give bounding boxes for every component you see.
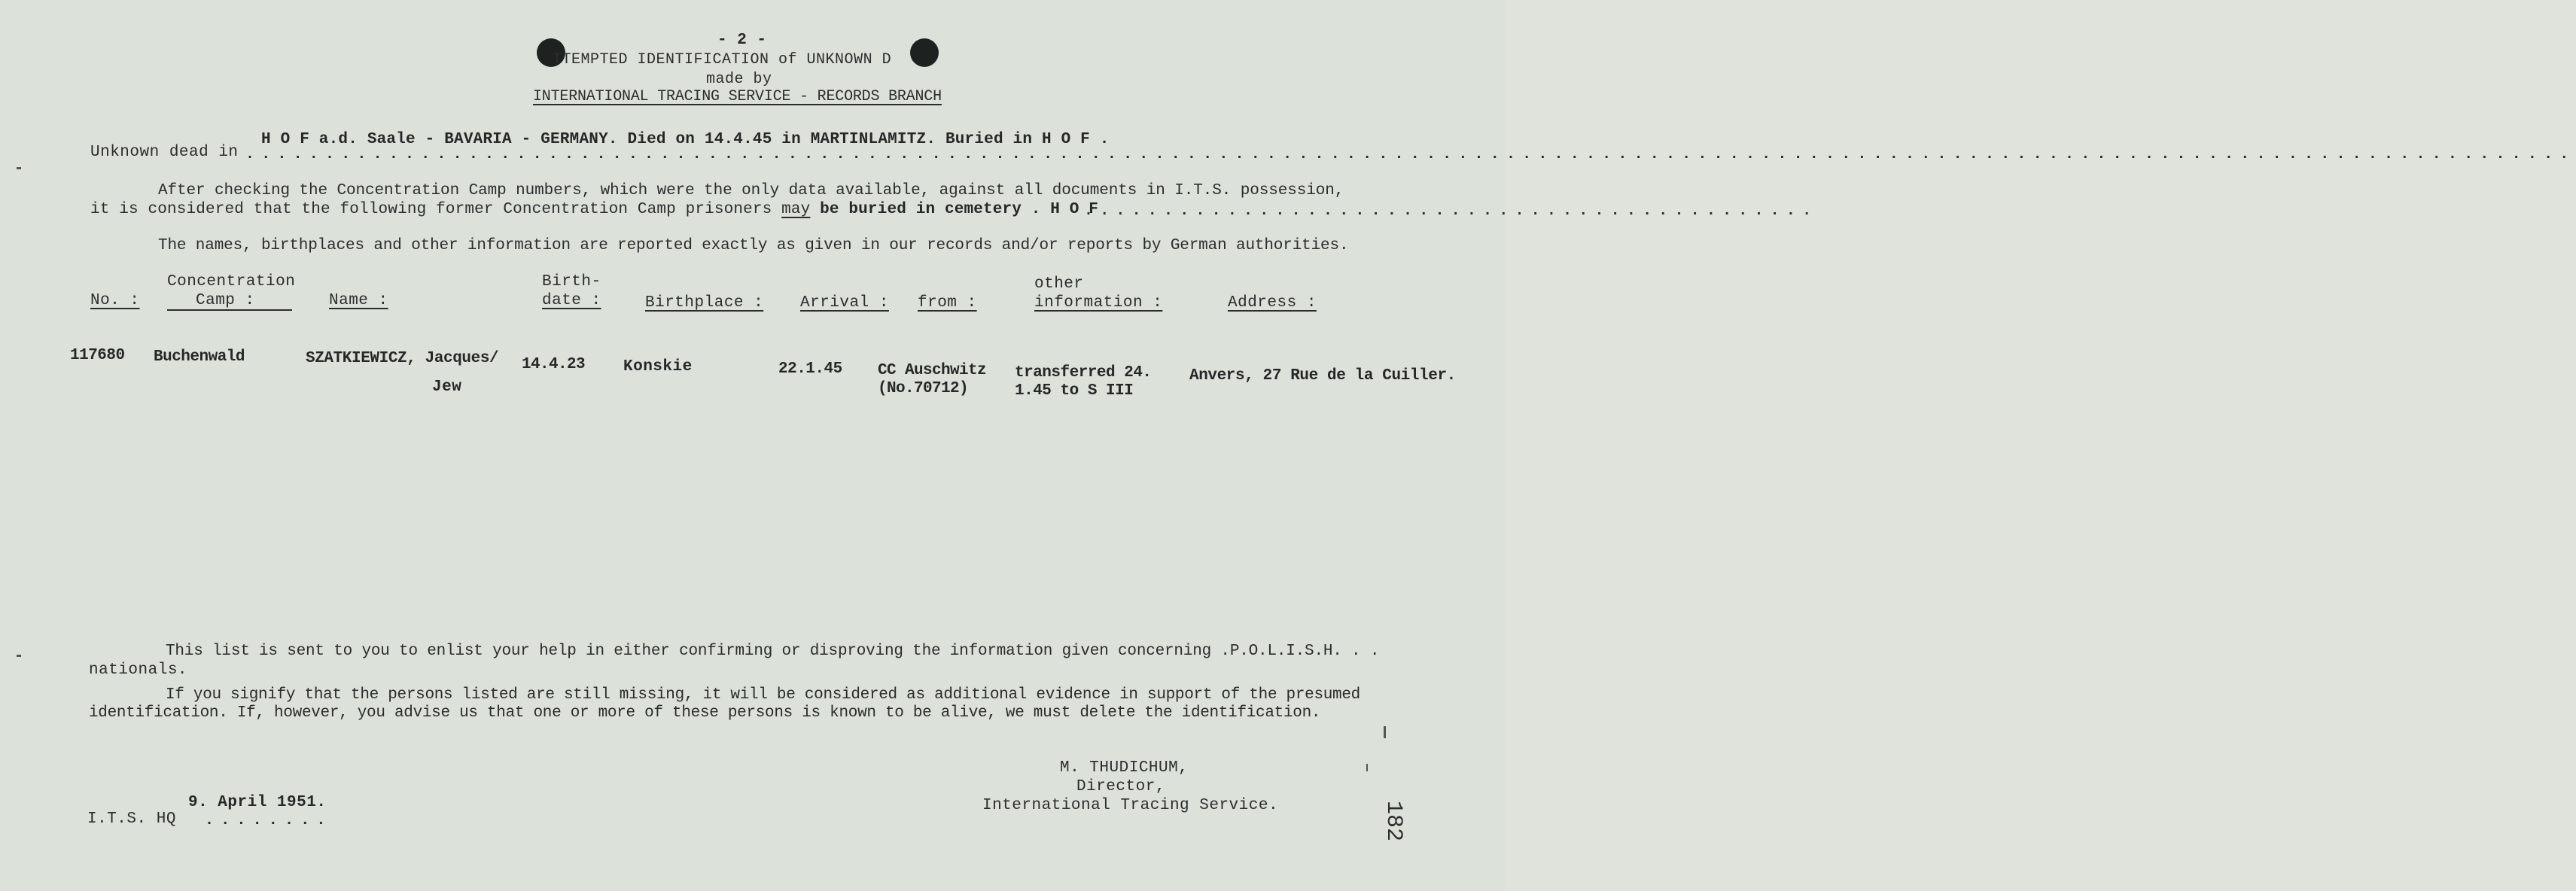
- row-name-note: Jew: [432, 379, 462, 396]
- intro-line-2-post: be buried in cemetery . H O F: [810, 201, 1098, 218]
- intro-line-2: [90, 202, 1098, 217]
- margin-tick: [17, 655, 21, 657]
- closing-para-2-line-2: identification. If, however, you advise us that one or more of these persons is known to be alive, we must delete the identification.: [89, 704, 1321, 722]
- header-birthdate-top: Birth-: [542, 273, 601, 290]
- header-arrival: Arrival :: [800, 294, 889, 312]
- row-from-note: (No.70712): [878, 380, 969, 397]
- closing-para-1-line-2: nationals.: [89, 661, 188, 679]
- intro-line-2-may: may: [781, 201, 811, 218]
- header-no: No. :: [90, 292, 140, 309]
- row-other: transferred 24.: [1015, 364, 1152, 382]
- document-title: TTEMPTED IDENTIFICATION of UNKNOWN D: [553, 51, 892, 68]
- margin-tick: [17, 167, 21, 169]
- organization-heading: INTERNATIONAL TRACING SERVICE - RECORDS BRANCH: [533, 88, 942, 105]
- header-name: Name :: [329, 292, 388, 309]
- intro-line-1: After checking the Concentration Camp numbers, which were the only data available, against all documents in I.T.S. possession,: [158, 182, 1344, 199]
- header-camp: Camp :: [196, 292, 255, 309]
- row-birthplace: Konskie: [623, 358, 693, 376]
- footer-location: I.T.S. HQ: [87, 810, 176, 828]
- unknown-dead-label: Unknown dead in: [90, 144, 239, 161]
- margin-tick: [1366, 764, 1368, 771]
- footer-date: 9. April 1951.: [188, 794, 327, 811]
- row-no: 117680: [70, 347, 125, 364]
- header-camp-underline: [167, 309, 292, 311]
- row-camp: Buchenwald: [154, 348, 245, 366]
- row-from: CC Auschwitz: [878, 362, 987, 379]
- header-other-top: other: [1034, 275, 1084, 293]
- header-address: Address :: [1228, 294, 1317, 312]
- margin-page-number: 182: [1381, 801, 1406, 842]
- signature-name: M. THUDICHUM,: [1060, 759, 1189, 777]
- header-from: from :: [918, 294, 977, 312]
- signature-title: Director,: [1076, 778, 1165, 795]
- page-number: - 2 -: [717, 32, 767, 49]
- signature-org: International Tracing Service.: [982, 797, 1279, 814]
- made-by: made by: [706, 71, 772, 88]
- closing-para-2-line-1: If you signify that the persons listed are still missing, it will be considered as additional evidence in support of the presumed: [166, 686, 1360, 704]
- cemetery-dotted-line: ..............................................: [1084, 202, 1819, 220]
- closing-para-1-line-1: This list is sent to you to enlist your help in either confirming or disproving the information given concerning .P.O.L.I.S.H. . .: [166, 643, 1380, 660]
- row-address: Anvers, 27 Rue de la Cuiller.: [1189, 367, 1456, 385]
- margin-tick: [1384, 726, 1386, 738]
- footer-dotted-line: ........: [205, 812, 333, 829]
- header-birthdate: date :: [542, 292, 601, 309]
- header-birthplace: Birthplace :: [645, 294, 764, 312]
- unknown-dead-dotted-line: ..................................................................................................................................................: [245, 146, 2576, 163]
- header-camp-top: Concentration: [167, 273, 296, 290]
- intro-line-3: The names, birthplaces and other information are reported exactly as given in our records and/or reports by German authorities.: [158, 237, 1349, 254]
- row-other-note: 1.45 to S III: [1015, 382, 1134, 400]
- punch-hole-right: [910, 38, 939, 67]
- intro-line-2-pre: it is considered that the following former Concentration Camp prisoners: [90, 201, 782, 218]
- row-arrival: 22.1.45: [778, 360, 842, 378]
- row-name: SZATKIEWICZ, Jacques/: [306, 350, 499, 367]
- row-birthdate: 14.4.23: [522, 356, 586, 373]
- header-other: information :: [1034, 294, 1163, 312]
- unknown-dead-details: H O F a.d. Saale - BAVARIA - GERMANY. Died on 14.4.45 in MARTINLAMITZ. Buried in H O F .: [261, 131, 1110, 148]
